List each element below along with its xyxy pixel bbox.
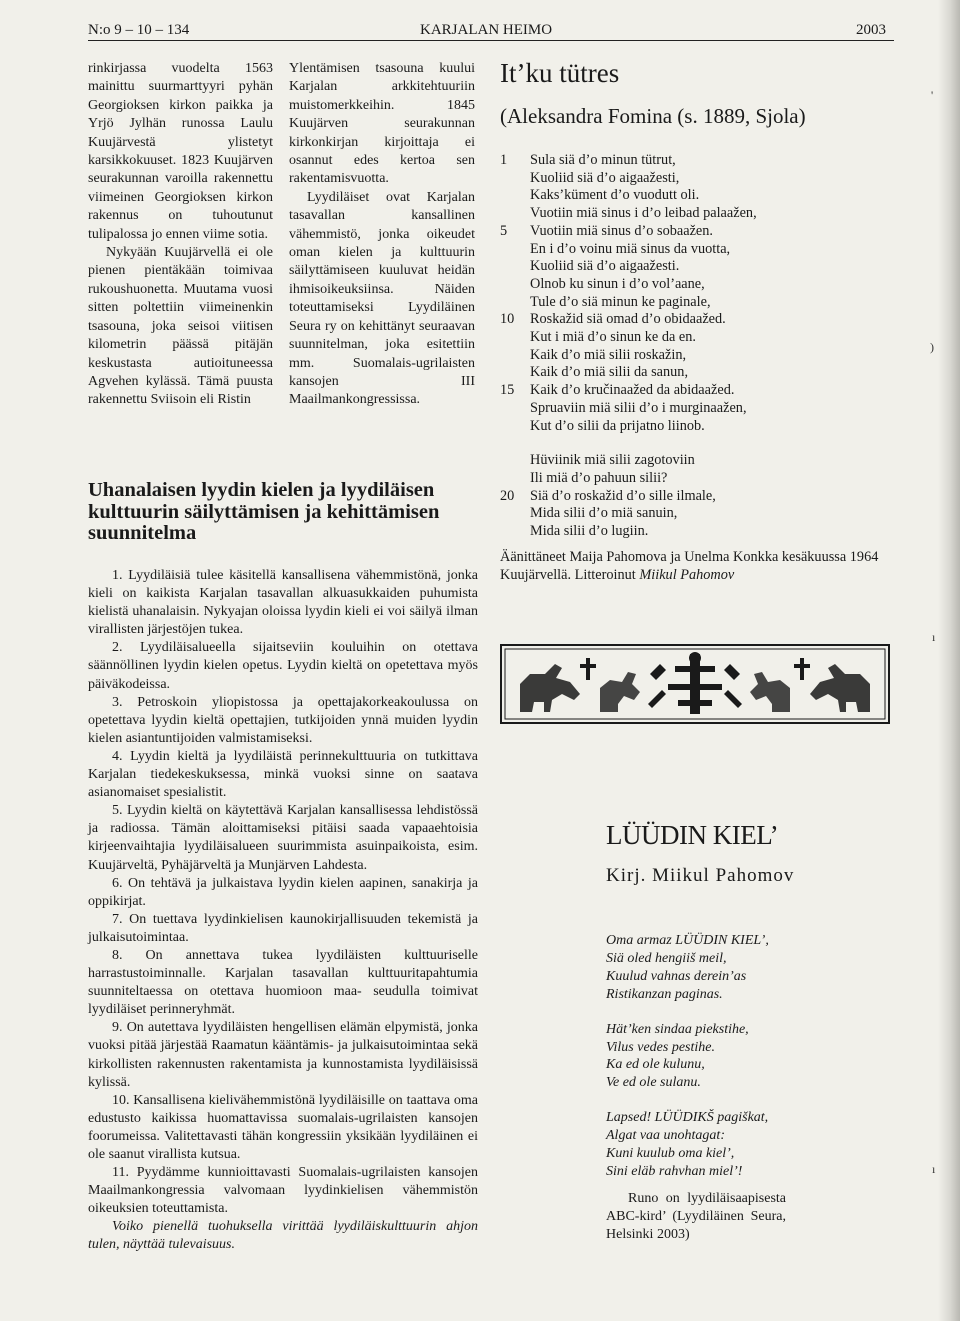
stanza-line: Ve ed ole sulanu. [606,1075,701,1091]
publication-name: KARJALAN HEIMO [420,22,553,38]
poem-line [500,258,900,276]
column-2-paragraph: Ylentämisen tsasouna kuului Karjalan arkkitehtuuriin muistomerkkeihin. 1845 Kuujärven seurakunnan kirkonkirjan kirjoittaja ei osannut edes kertoa sen rakentamisvuotta. [289,61,475,187]
line-number [500,364,530,382]
stanza-line: Algat vaa unohtagat: [606,1128,725,1144]
line-text: Kut i miä d’o sinun ke da en. [530,329,696,346]
poem-line [500,400,900,418]
second-poem-stanzas [606,932,806,1198]
poem-line [500,241,900,259]
embroidery-band-ornament [500,644,890,724]
line-text: Roskažid siä omad d’o obidaažed. [530,311,726,328]
line-text: Tule d’o siä minun ke paginale, [530,293,711,310]
line-number [500,241,530,259]
line-number [500,276,530,294]
page-edge-shadow [938,0,960,1321]
poem-line [500,452,900,470]
line-text: Kaik d’o miä silii roskažin, [530,346,687,363]
poem-line [500,170,900,188]
stanza [606,932,806,1004]
line-text: Sula siä d’o minun tütrut, [530,152,676,168]
article-point: 10. Kansallisena kielivähemmistönä lyydiläisille on taattava oma edustusto kaikissa huomattavissa suomalais-ugrilaisten kansojen foorumeissa. Valitettavasti tähän kongressiin yksikään lyydiläinen ei ole saanut virallista kutsua. [88,1092,478,1162]
line-text: Ili miä d’o pahuun silii? [530,469,668,486]
stanza-line: Vilus vedes pestihe. [606,1039,715,1055]
poem-line [500,152,900,170]
column-1-paragraph: rinkirjassa vuodelta 1563 mainittu suurmarttyyri pyhän Georgioksen kirkon paikka ja Yrjö Jylhän runossa Laulu Kuujärvestä ylistetyt karsikkokuuset. 1823 Kuujärven seurakunnan varoilla rakennettu viimeinen Georgioksen kirkon rakennus on tuhoutunut tulipalossa jo ennen viime sotia. [88,61,273,242]
second-poem-author: Kirj. Miikul Pahomov [606,865,795,886]
margin-mark: ı [932,1162,936,1176]
line-number: 15 [500,382,515,399]
stanza-line: Ka ed ole kulunu, [606,1057,705,1073]
article-point: 7. On tuettava lyydinkielisen kaunokirjallisuuden tekemistä ja julkaisutoimintaa. [88,911,478,945]
article-point: 5. Lyydin kieltä on käytettävä Karjalan kansallisessa lehdistössä ja radiossa. Tämän aloittamiseksi pitäisi saada vapaaehtoisia kirjeenvaihtajia lyydiläisalueen suurimmista asuinpaikoista, esim. Kuujärveltä, Pyhäjärveltä ja Munjärven Lahdesta. [88,803,478,873]
article-point: 11. Pyydämme kunnioittavasti Suomalais-ugrilaisten kansojen Maailmankongressia valvomaan lyydinkielisen vähemmistön oikeuksien toteuttamista. [88,1165,478,1217]
publication-year: 2003 [856,22,886,38]
poem-title: It’ku tütres [500,58,620,88]
column-1 [88,60,273,410]
line-number [500,294,530,312]
stanza-gap [500,435,900,452]
article-body [88,567,478,1255]
line-number [500,329,530,347]
line-text: Kaik d’o miä silii da sanun, [530,364,689,381]
line-number [500,470,530,488]
line-text: Kuoliid siä d’o aigaažesti. [530,258,680,275]
issue-number: N:o 9 – 10 – 134 [88,22,190,38]
poem-lines [500,152,900,541]
poem-line [500,488,900,506]
poem-line [500,347,900,365]
line-number [500,205,530,223]
article-closing: Voiko pienellä tuohuksella virittää lyydiläiskulttuurin ahjon tulen, näyttää tulevaisuus. [88,1219,478,1253]
poem-line [500,187,900,205]
poem-line [500,276,900,294]
line-number: 1 [500,152,508,168]
line-number [500,170,530,188]
line-number [500,187,530,205]
second-poem-title: LÜÜDIN KIEL’ [606,820,779,850]
margin-mark: ) [930,340,934,354]
poem-credit-name: Miikul Pahomov [639,567,735,583]
poem-line [500,294,900,312]
line-number [500,418,530,436]
line-text: Mida silii d’o miä sanuin, [530,505,678,522]
line-number [500,505,530,523]
stanza-line: Hät’ken sindaa piekstihe, [606,1021,749,1037]
line-number: 20 [500,487,515,504]
poem-line [500,470,900,488]
line-number [500,452,530,470]
poem-line [500,205,900,223]
poem-line [500,329,900,347]
article-point: 4. Lyydin kieltä ja lyydiläistä perinnekulttuuria on tutkittava Karjalan tiedekeskuksessa, minkä vuoksi sinne on saatava asianomaiset spesialistit. [88,748,478,801]
margin-mark: ' [931,88,934,102]
stanza-line: Kuulud vahnas derein’as [606,968,747,984]
column-2-paragraph: Lyydiläiset ovat Karjalan tasavallan kansallinen vähemmistö, jonka oikeudet oman kielen ja kulttuurin säilyttämiseen kuuluvat heidän ihmisoikeuksiinsa. Näiden toteuttamiseksi Lyydiläinen Seura ry on kehittänyt seuraavan suunnitelman, joka esitettiin mm. Suomalais-ugrilaisten kansojen III Maailmankongressissa. [289,189,475,408]
line-number: 10 [500,311,515,328]
line-text: Siä d’o roskažid d’o sille ilmale, [530,487,716,504]
line-text: Vuotiin miä sinus i d’o leibad palaažen, [530,205,757,222]
column-1-paragraph: Nykyään Kuujärvellä ei ole pienen pientäkään toimivaa rukoushuonetta. Muutama vuosi sitten poltettiin viimeinenkin tsasouna, joka seisoi viitisen kilometrin päässä pitäjän keskustasta autioituneessa Agvehen kylässä. Tämä puusta rakennettu Sviisoin eli Ristin [88,245,273,408]
margin-mark: ı [932,630,936,644]
second-poem-source-note: Runo on lyydiläisaapisesta ABC-kird’ (Lyydiläinen Seura, Helsinki 2003) [606,1191,786,1242]
article-point: 2. Lyydiläisalueella sijaitseviin kouluihin on otettava säännöllinen lyydin kielen opetus. Lyydin kieltä on opetettava myös päiväkodeissa. [88,640,478,692]
line-text: Olnob ku sinun i d’o vol’aane, [530,275,705,292]
line-text: Spruaviin miä silii d’o i murginaažen, [530,399,747,416]
header-rule [88,40,894,41]
line-text: Mida silii d’o lugiin. [530,523,649,540]
poem-line [500,223,900,241]
poem-credit-text: Äänittäneet Maija Pahomova ja Unelma Konkka kesäkuussa 1964 Kuujärvellä. Litteroinut [500,549,879,583]
stanza [606,1109,806,1181]
line-text: Kaik d’o kručinaažed da abidaažed. [530,382,735,399]
poem-line [500,364,900,382]
line-number: 5 [500,222,508,239]
line-text: Kaks’küment d’o vuodutt oli. [530,187,700,204]
line-text: Kut d’o silii da prijatno liinob. [530,417,705,434]
stanza [606,1021,806,1093]
article-point: 9. On autettava lyydiläisten hengellisen elämän elpymistä, jonka vuoksi pitää järjestää Raamatun kääntämis- ja julkaisutoimintaa sekä kirkollisten rakennusten rakentamista ja kunnostamista lyydiläisissä kylissä. [88,1020,478,1090]
poem-credits [500,548,890,584]
stanza-line: Ristikanzan paginas. [606,986,723,1002]
article-point: 3. Petroskoin yliopistossa ja opettajakorkeakoulussa on opetettava lyydin kieltä opettajien, tutkijoiden ynnä muiden lyydin kielen asiantuntijoiden valmistamiseksi. [88,694,478,746]
poem-subtitle: (Aleksandra Fomina (s. 1889, Sjola) [500,104,806,128]
column-2 [289,60,475,410]
line-text: En i d’o voinu miä sinus da vuotta, [530,240,731,257]
poem-line [500,505,900,523]
line-text: Hüviinik miä silii zagotoviin [530,452,695,469]
article-title: Uhanalaisen lyydin kielen ja lyydiläisen kulttuurin säilyttämisen ja kehittämisen suunnitelma [88,479,440,544]
poem-line [500,523,900,541]
poem-line [500,382,900,400]
stanza-line: Siä oled hengiiš meil, [606,950,727,966]
line-number [500,258,530,276]
line-text: Vuotiin miä sinus d’o sobaažen. [530,222,713,239]
stanza-line: Oma armaz LÜÜDIN KIEL’, [606,933,769,948]
poem-line [500,311,900,329]
article-point: 8. On annettava tukea lyydiläisten kulttuuriselle harrastustoiminnalle. Karjalan tasavallan kulttuuritapahtumia suunniteltaessa on otettava huomioon maa- seudulla toimivat lyydiläiset perinneryhmät. [88,947,478,1018]
stanza-line: Sini eläb rahvhan miel’! [606,1163,743,1179]
line-text: Kuoliid siä d’o aigaažesti, [530,169,680,186]
line-number [500,347,530,365]
line-number [500,400,530,418]
article-point: 6. On tehtävä ja julkaistava lyydin kielen aapinen, sanakirja ja oppikirjat. [88,875,478,909]
article-point: 1. Lyydiläisiä tulee käsitellä kansallisena vähemmistönä, jonka kieli on kaikista Karjalan tasavallan alkuasukkaiden puhumista kielistä uhanalaisin. Nykyajan oloissa lyydin kieli ei voi säilyä ilman virallisten järjestöjen tukea. [88,568,478,638]
line-number [500,523,530,541]
stanza-line: Kuni kuulub oma kiel’, [606,1146,735,1162]
poem-line [500,418,900,436]
stanza-line: Lapsed! LÜÜDIKŠ pagiškat, [606,1110,769,1126]
